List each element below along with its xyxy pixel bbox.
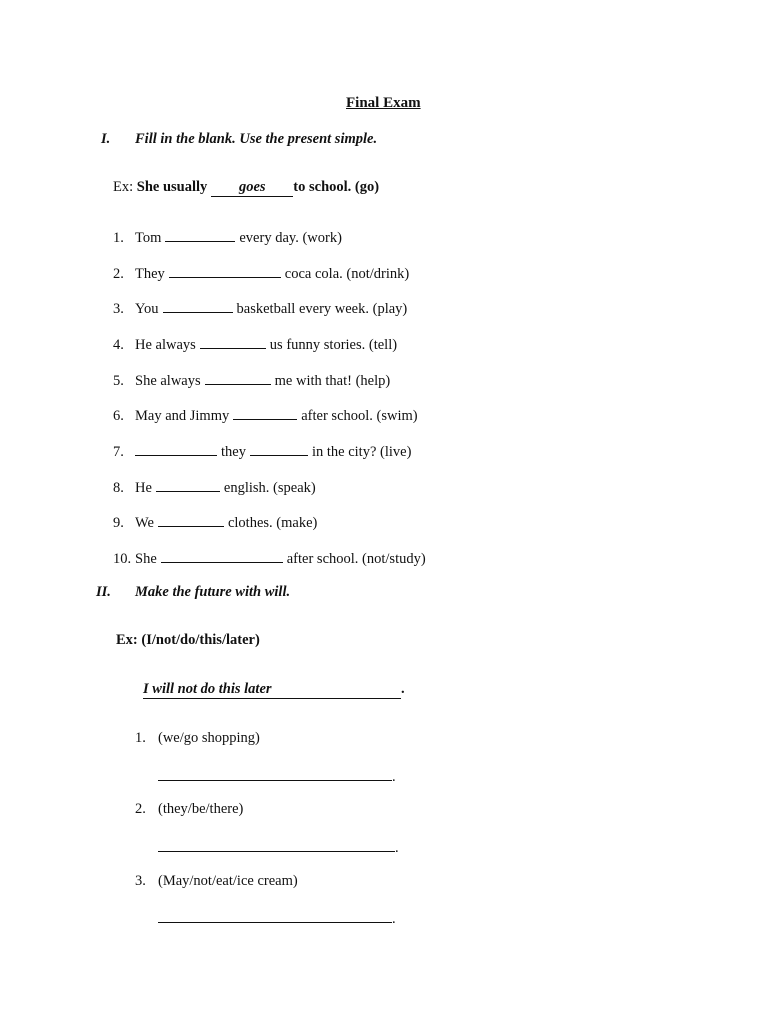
section-2-numeral: II. (96, 584, 111, 600)
future-answer-line (158, 908, 396, 928)
item-after: every day. (work) (239, 230, 342, 246)
item-number: 10. (113, 551, 132, 567)
item-before: She always (135, 373, 201, 389)
item-number: 9. (113, 515, 124, 531)
answer-blank[interactable] (158, 512, 224, 527)
answer-blank[interactable] (233, 405, 297, 420)
item-prompt: (May/not/eat/ice cream) (158, 873, 298, 889)
question-item (113, 548, 426, 568)
item-period: . (392, 911, 396, 927)
item-before: You (135, 301, 159, 317)
example-answer: goes (211, 178, 293, 197)
item-after: after school. (swim) (301, 408, 418, 424)
question-item (113, 512, 317, 532)
answer-blank[interactable] (200, 334, 266, 349)
example-before: She usually (136, 179, 208, 195)
question-item (113, 227, 342, 247)
section-2-example-prompt: Ex: (I/not/do/this/later) (116, 632, 260, 648)
item-after: after school. (not/study) (286, 551, 426, 567)
answer-blank[interactable] (205, 370, 271, 385)
item-prompt: (they/be/there) (158, 801, 244, 817)
example-prefix: Ex: (113, 179, 134, 195)
answer-blank[interactable] (158, 837, 395, 852)
section-1-example (113, 178, 379, 197)
item-number: 2. (135, 801, 146, 817)
item-before: She (135, 551, 157, 567)
future-answer-line (158, 837, 399, 857)
future-item (135, 872, 298, 890)
item-number: 6. (113, 408, 124, 424)
future-item (135, 729, 260, 747)
question-item (113, 370, 390, 390)
item-middle: they (221, 444, 246, 460)
page-title: Final Exam (346, 95, 421, 111)
item-period: . (395, 840, 399, 856)
answer-blank[interactable] (135, 441, 217, 456)
item-before: He always (135, 337, 196, 353)
item-number: 5. (113, 373, 124, 389)
item-after: coca cola. (not/drink) (284, 266, 410, 282)
item-after: me with that! (help) (274, 373, 391, 389)
answer-blank[interactable] (163, 298, 233, 313)
item-number: 1. (135, 730, 146, 746)
item-prompt: (we/go shopping) (158, 730, 260, 746)
item-number: 8. (113, 480, 124, 496)
answer-blank[interactable] (158, 766, 392, 781)
example-after: to school. (go) (293, 179, 380, 195)
item-number: 2. (113, 266, 124, 282)
question-item (113, 441, 411, 461)
section-2-example-answer-line (143, 680, 405, 699)
section-1-instruction: Fill in the blank. Use the present simple. (135, 131, 378, 147)
answer-blank[interactable] (165, 227, 235, 242)
section-1-numeral: I. (101, 131, 111, 147)
example-answer: I will not do this later (143, 680, 401, 699)
future-item (135, 800, 243, 818)
question-item (113, 298, 407, 318)
question-item (113, 263, 409, 283)
question-item (113, 405, 418, 425)
item-before: They (135, 266, 165, 282)
item-after: basketball every week. (play) (236, 301, 408, 317)
section-2-instruction: Make the future with will. (135, 584, 291, 600)
item-before: He (135, 480, 152, 496)
item-number: 4. (113, 337, 124, 353)
answer-blank[interactable] (250, 441, 308, 456)
item-before: We (135, 515, 154, 531)
answer-blank[interactable] (161, 548, 283, 563)
item-after: in the city? (live) (311, 444, 412, 460)
answer-blank[interactable] (169, 263, 281, 278)
item-before: Tom (135, 230, 162, 246)
item-number: 3. (113, 301, 124, 317)
item-period: . (392, 769, 396, 785)
question-item (113, 334, 397, 354)
answer-blank[interactable] (156, 477, 220, 492)
question-item (113, 477, 316, 497)
example-period: . (401, 681, 405, 697)
future-answer-line (158, 766, 396, 786)
item-before: May and Jimmy (135, 408, 230, 424)
item-number: 1. (113, 230, 124, 246)
item-after: us funny stories. (tell) (269, 337, 398, 353)
item-number: 7. (113, 444, 124, 460)
item-number: 3. (135, 873, 146, 889)
answer-blank[interactable] (158, 908, 392, 923)
item-after: clothes. (make) (227, 515, 318, 531)
item-after: english. (speak) (223, 480, 316, 496)
